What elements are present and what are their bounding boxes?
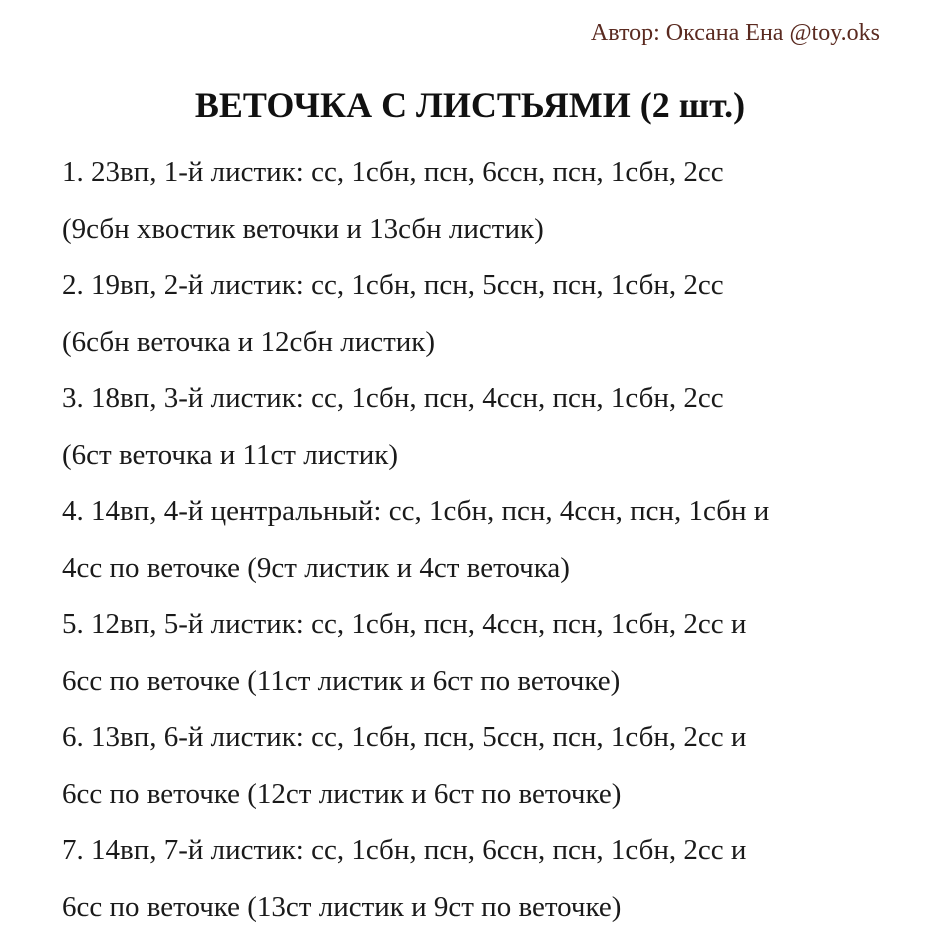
step-1: [62, 149, 932, 262]
step-7-line-2: 6сс по веточке (13ст листик и 9ст по веточке): [62, 890, 622, 923]
page-title: ВЕТОЧКА С ЛИСТЬЯМИ (2 шт.): [194, 85, 746, 125]
step-5: [62, 601, 932, 714]
step-7: [62, 827, 932, 940]
step-1-line-1: 1. 23вп, 1-й листик: сс, 1сбн, псн, 6ссн, псн, 1сбн, 2сс: [62, 156, 724, 188]
step-6-line-1: 6. 13вп, 6-й листик: сс, 1сбн, псн, 5ссн, псн, 1сбн, 2сс и: [62, 721, 747, 753]
step-4: [62, 488, 932, 601]
step-4-line-2: 4сс по веточке (9ст листик и 4ст веточка): [62, 551, 570, 584]
step-3-line-2: (6ст веточка и 11ст листик): [62, 438, 399, 471]
author-credit: Автор: Оксана Ена @toy.oks: [590, 20, 880, 46]
step-2-line-1: 2. 19вп, 2-й листик: сс, 1сбн, псн, 5ссн, псн, 1сбн, 2сс: [62, 269, 724, 301]
step-6: [62, 714, 932, 827]
step-7-line-1: 7. 14вп, 7-й листик: сс, 1сбн, псн, 6ссн, псн, 1сбн, 2сс и: [62, 834, 747, 866]
step-2-line-2: (6сбн веточка и 12сбн листик): [62, 325, 436, 358]
step-3-line-1: 3. 18вп, 3-й листик: сс, 1сбн, псн, 4ссн, псн, 1сбн, 2сс: [62, 382, 724, 414]
step-5-line-1: 5. 12вп, 5-й листик: сс, 1сбн, псн, 4ссн, псн, 1сбн, 2сс и: [62, 608, 747, 640]
step-2: [62, 262, 932, 375]
step-1-line-2: (9сбн хвостик веточки и 13сбн листик): [62, 212, 544, 245]
step-6-line-2: 6сс по веточке (12ст листик и 6ст по веточке): [62, 777, 622, 810]
step-5-line-2: 6сс по веточке (11ст листик и 6ст по веточке): [62, 664, 621, 697]
step-3: [62, 375, 932, 488]
step-4-line-1: 4. 14вп, 4-й центральный: сс, 1сбн, псн, 4ссн, псн, 1сбн и: [62, 495, 770, 527]
steps-list: [62, 149, 932, 940]
